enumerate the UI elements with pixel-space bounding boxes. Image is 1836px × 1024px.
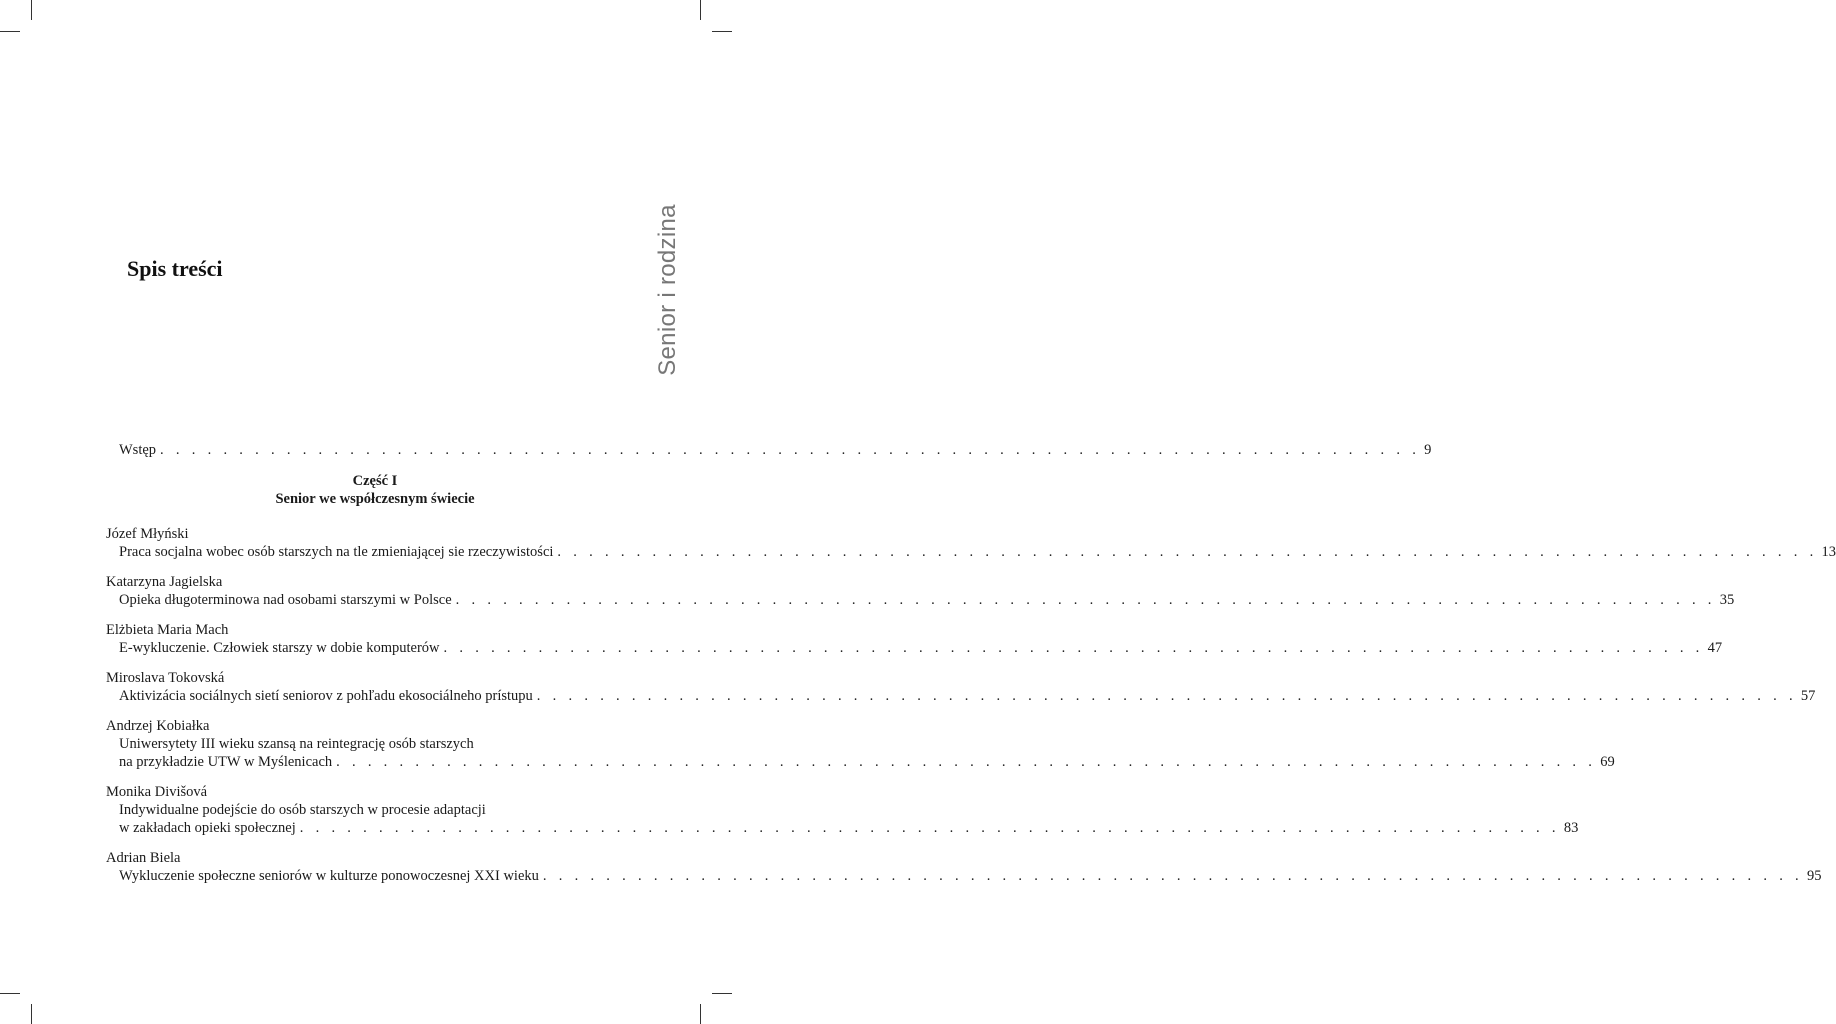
crop-mark xyxy=(0,31,20,32)
toc-entry[interactable] xyxy=(106,573,1735,609)
toc-intro-page: 9 xyxy=(1424,442,1432,458)
toc-entry-title-line xyxy=(106,867,1822,885)
toc-entry[interactable] xyxy=(106,621,1723,657)
leader-dots: . . . . . . . . . . . . . . . . . . . . . . . . . . . . . . . . . . . . . . . . . . . . . . . . . . . . . . . . . . . . . . . . . . . . . . . . . . . . . . . . xyxy=(455,592,1716,608)
crop-mark xyxy=(712,993,732,994)
toc-entry-title-line xyxy=(106,687,1816,705)
toc-entry-author: Elżbieta Maria Mach xyxy=(106,622,229,638)
toc-entry-title-line xyxy=(106,735,626,753)
toc-entry-author: Andrzej Kobiałka xyxy=(106,718,210,734)
table-of-contents xyxy=(106,441,1836,885)
toc-entry-title: na przykładzie UTW w Myślenicach xyxy=(119,754,333,770)
toc-entry-title: Aktivizácia sociálnych sietí seniorov z pohľadu ekosociálneho prístupu xyxy=(119,688,533,704)
toc-entry-page: 69 xyxy=(1600,754,1615,770)
leader-dots: . . . . . . . . . . . . . . . . . . . . . . . . . . . . . . . . . . . . . . . . . . . . . . . . . . . . . . . . . . . . . . . . . . . . . . . . . . . . . . . . xyxy=(299,820,1560,836)
toc-intro-title: Wstęp xyxy=(119,442,157,458)
toc-entry-author: Adrian Biela xyxy=(106,850,181,866)
toc-entry-title-line xyxy=(106,753,1615,771)
part-heading xyxy=(106,472,626,508)
toc-entry-title: E-wykluczenie. Człowiek starszy w dobie komputerów xyxy=(119,640,440,656)
toc-entry-title-line xyxy=(106,591,1735,609)
toc-intro[interactable] xyxy=(106,441,1432,459)
toc-entry-author: Katarzyna Jagielska xyxy=(106,574,223,590)
toc-entry-title: w zakładach opieki społecznej xyxy=(119,820,296,836)
running-head-text: Senior i rodzina xyxy=(654,204,681,376)
toc-entry-title: Wykluczenie społeczne seniorów w kulturze ponowoczesnej XXI wieku xyxy=(119,868,539,884)
crop-mark xyxy=(31,0,32,20)
leader-dots: . . . . . . . . . . . . . . . . . . . . . . . . . . . . . . . . . . . . . . . . . . . . . . . . . . . . . . . . . . . . . . . . . . . . . . . . . . . . . . . . xyxy=(336,754,1597,770)
toc-entry-title: Uniwersytety III wieku szansą na reintegrację osób starszych xyxy=(119,736,474,752)
toc-entry-title-line xyxy=(106,639,1723,657)
toc-entry-author: Miroslava Tokovská xyxy=(106,670,225,686)
toc-entry-page: 13 xyxy=(1821,544,1836,560)
crop-mark xyxy=(712,31,732,32)
toc-entry-page: 95 xyxy=(1806,868,1822,884)
toc-entry-title-line xyxy=(106,801,626,819)
toc-entry-title: Indywidualne podejście do osób starszych w procesie adaptacji xyxy=(119,802,486,818)
crop-mark xyxy=(700,1004,701,1024)
leader-dots: . . . . . . . . . . . . . . . . . . . . . . . . . . . . . . . . . . . . . . . . . . . . . . . . . . . . . . . . . . . . . . . . . . . . . . . . . . . . . . . . xyxy=(160,442,1421,458)
toc-entry-author: Monika Divišová xyxy=(106,784,208,800)
page-title: Spis treści xyxy=(127,256,223,281)
toc-entry[interactable] xyxy=(106,849,1822,885)
toc-entry-title: Praca socjalna wobec osób starszych na tle zmieniającej sie rzeczywistości xyxy=(119,544,554,560)
leader-dots: . . . . . . . . . . . . . . . . . . . . . . . . . . . . . . . . . . . . . . . . . . . . . . . . . . . . . . . . . . . . . . . . . . . . . . . . . . . . . . . . xyxy=(443,640,1704,656)
toc-entry[interactable] xyxy=(106,717,1615,771)
toc-entry-title-line xyxy=(106,543,1836,561)
toc-entry[interactable] xyxy=(106,525,1836,561)
toc-entries xyxy=(106,525,1836,885)
toc-entry-page: 47 xyxy=(1707,640,1723,656)
leader-dots: . . . . . . . . . . . . . . . . . . . . . . . . . . . . . . . . . . . . . . . . . . . . . . . . . . . . . . . . . . . . . . . . . . . . . . . . . . . . . . . . xyxy=(536,688,1797,704)
running-head xyxy=(646,205,690,375)
toc-entry[interactable] xyxy=(106,669,1816,705)
crop-mark xyxy=(0,993,20,994)
crop-mark xyxy=(31,1004,32,1024)
toc-entry-page: 57 xyxy=(1800,688,1816,704)
toc-entry-title-line xyxy=(106,819,1579,837)
crop-mark xyxy=(700,0,701,20)
toc-entry-title: Opieka długoterminowa nad osobami starszymi w Polsce xyxy=(119,592,452,608)
part-label: Część I xyxy=(352,473,398,489)
part-title: Senior we współczesnym świecie xyxy=(275,491,475,507)
leader-dots: . . . . . . . . . . . . . . . . . . . . . . . . . . . . . . . . . . . . . . . . . . . . . . . . . . . . . . . . . . . . . . . . . . . . . . . . . . . . . . . . xyxy=(557,544,1818,560)
toc-entry-page: 83 xyxy=(1563,820,1579,836)
toc-entry[interactable] xyxy=(106,783,1579,837)
toc-entry-page: 35 xyxy=(1719,592,1735,608)
toc-entry-author: Józef Młyński xyxy=(106,526,189,542)
leader-dots: . . . . . . . . . . . . . . . . . . . . . . . . . . . . . . . . . . . . . . . . . . . . . . . . . . . . . . . . . . . . . . . . . . . . . . . . . . . . . . . . xyxy=(542,868,1803,884)
